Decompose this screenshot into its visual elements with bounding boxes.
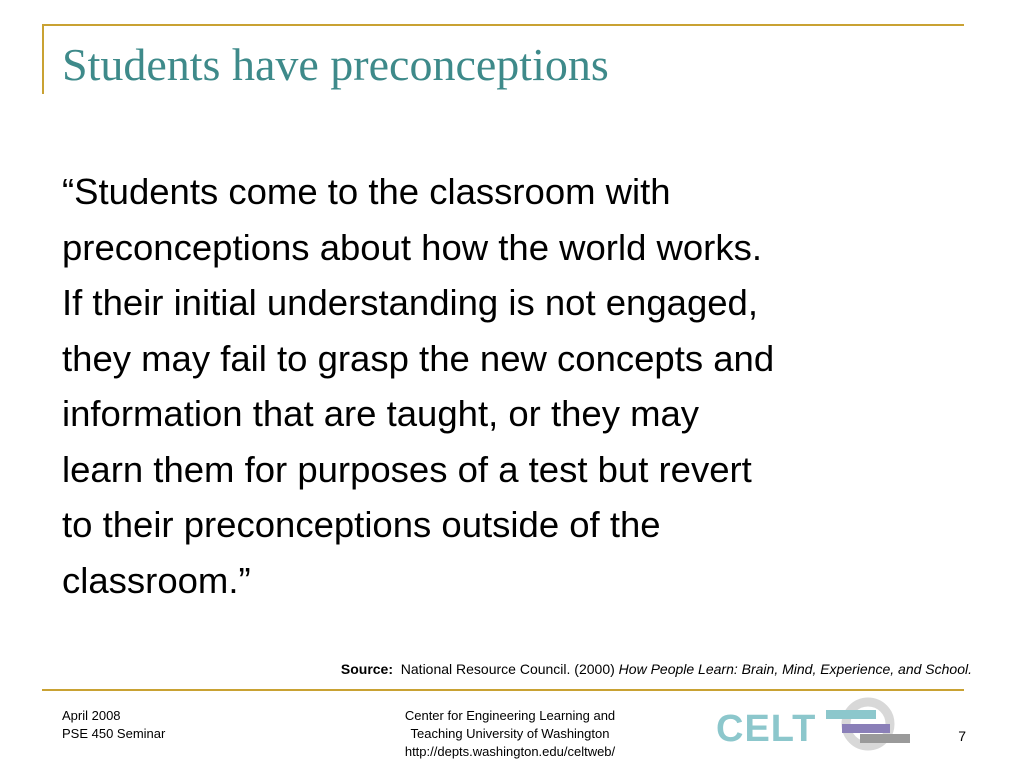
source-label: Source:: [340, 661, 393, 677]
footer-divider: [42, 689, 964, 691]
left-border-line: [42, 24, 44, 94]
slide-title: Students have preconceptions: [62, 39, 609, 90]
celt-logo-graphic-icon: [824, 696, 944, 752]
source-text: National Resource Council. (2000): [400, 661, 615, 677]
footer-organization: Center for Engineering Learning and Teaching University of Washington http://depts.washington.edu/celtweb/: [404, 708, 616, 759]
top-border-line: [42, 24, 964, 26]
source-title: How People Learn: Brain, Mind, Experience, and School.: [618, 661, 972, 677]
footer-date-course: April 2008 PSE 450 Seminar: [62, 708, 166, 741]
quote-text: “Students come to the classroom with preconceptions about how the world works. If their initial understanding is not engaged, they may fail to grasp the new concepts and information that are taught, or they may learn them for purposes of a test but revert to their preconceptions outside of the classroom.”: [62, 171, 775, 601]
celt-logo: [712, 696, 952, 756]
page-number: 7: [958, 728, 966, 744]
source-citation: [341, 661, 972, 677]
celt-logo-text: CELT: [716, 708, 817, 750]
